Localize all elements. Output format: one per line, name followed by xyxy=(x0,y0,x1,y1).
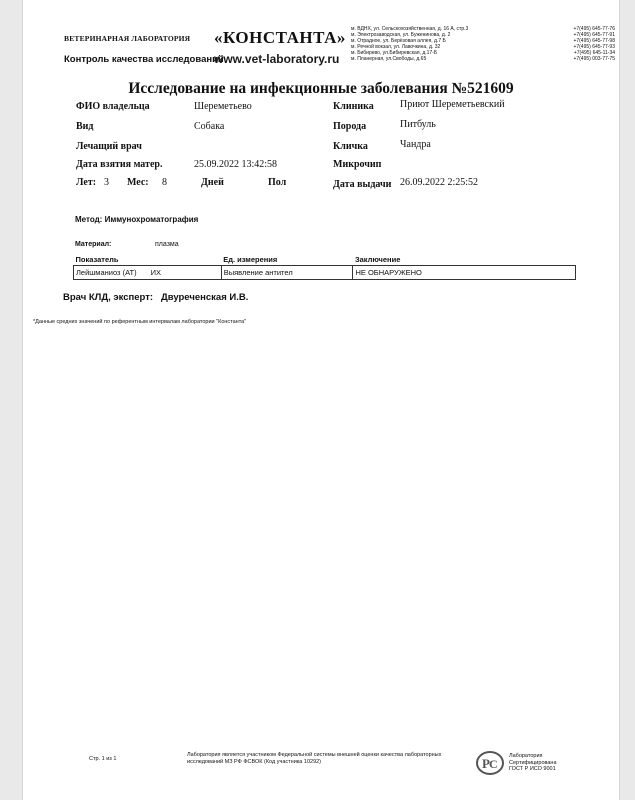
col-indicator: Показатель xyxy=(74,254,222,266)
nickname-value: Чандра xyxy=(400,139,431,150)
address-row: м. Отрадное, ул. Берёзовая аллея, д.7 Б +7(495) 645-77-98 xyxy=(351,38,615,45)
address-row: м. Электрозаводская, ул. Буженинова, д. 2 +7(495) 645-77-91 xyxy=(351,32,615,39)
years-label: Лет: xyxy=(76,177,97,188)
report-page xyxy=(22,0,620,800)
certification-text: Лаборатория Сертифицирована ГОСТ Р ИСО 9001 xyxy=(509,753,557,772)
svg-text:P: P xyxy=(482,756,490,771)
years-value: 3 xyxy=(104,177,109,188)
col-unit: Ед. измерения xyxy=(221,254,353,266)
sample-date-label: Дата взятия матер. xyxy=(76,159,163,170)
months-value: 8 xyxy=(162,177,167,188)
issue-date-value: 26.09.2022 2:25:52 xyxy=(400,177,479,188)
lab-website: www.vet-laboratory.ru xyxy=(214,52,340,66)
clinic-value: Приют Шереметьевский xyxy=(400,99,505,110)
address-row: м. Планерная, ул.Свободы, д.65 +7(495) 003-77-75 xyxy=(351,56,615,63)
unit-cell: Выявление антител xyxy=(221,266,353,280)
col-conclusion: Заключение xyxy=(353,254,576,266)
method: Метод: Иммунохроматография xyxy=(75,215,199,224)
svg-text:C: C xyxy=(489,757,498,771)
lab-name: ВЕТЕРИНАРНАЯ ЛАБОРАТОРИЯ xyxy=(64,34,191,43)
certification-logo-icon xyxy=(475,750,505,781)
clinic-label: Клиника xyxy=(333,101,374,112)
address-list xyxy=(351,26,615,63)
address-row: м. Речной вокзал, ул. Лавочкина, д. 32 +7(495) 645-77-93 xyxy=(351,44,615,51)
material-label: Материал: xyxy=(75,241,112,248)
owner-label: ФИО владельца xyxy=(76,101,150,112)
conclusion-cell: НЕ ОБНАРУЖЕНО xyxy=(353,266,576,280)
species-label: Вид xyxy=(76,121,94,132)
doctor-label: Лечащий врач xyxy=(76,141,142,152)
footnote: *Данные средних значений по референтным интервалам лаборатории "Константа" xyxy=(33,319,247,325)
species-value: Собака xyxy=(194,121,225,132)
report-title: Исследование на инфекционные заболевания №521609 xyxy=(128,80,514,97)
sample-date-value: 25.09.2022 13:42:58 xyxy=(194,159,278,170)
indicator-cell: Лейшманиоз (АТ) ИХ xyxy=(74,266,222,280)
breed-value: Питбуль xyxy=(400,119,436,130)
issue-date-label: Дата выдачи xyxy=(333,179,392,190)
lab-brand: «КОНСТАНТА» xyxy=(214,28,346,47)
address-row: м. ВДНХ, ул. Сельскохозяйственная, д. 16 А, стр.3 +7(495) 645-77-76 xyxy=(351,26,615,32)
table-header xyxy=(74,254,576,266)
days-label: Дней xyxy=(201,177,224,188)
material-value: плазма xyxy=(155,241,179,248)
breed-label: Порода xyxy=(333,121,367,132)
lab-subtitle: Контроль качества исследований xyxy=(64,54,224,65)
page-number: Стр. 1 из 1 xyxy=(89,756,117,762)
footer-text: Лаборатория является участником Федеральной системы внешней оценки качества лабораторных исследований МЗ РФ ФСВОК (Код участника 10292) xyxy=(187,752,442,765)
table-row xyxy=(74,266,576,280)
address-row: м. Бибирево, ул.Бибиревская, д.17-Б +7(495) 645-11-34 xyxy=(351,50,615,57)
sex-label: Пол xyxy=(268,177,287,188)
months-label: Мес: xyxy=(127,177,149,188)
doctor-signature: Врач КЛД, эксперт: Двуреченская И.В. xyxy=(63,292,249,303)
results-table xyxy=(73,254,576,280)
microchip-label: Микрочип xyxy=(333,159,382,170)
owner-value: Шереметьево xyxy=(194,101,252,112)
nickname-label: Кличка xyxy=(333,141,368,152)
